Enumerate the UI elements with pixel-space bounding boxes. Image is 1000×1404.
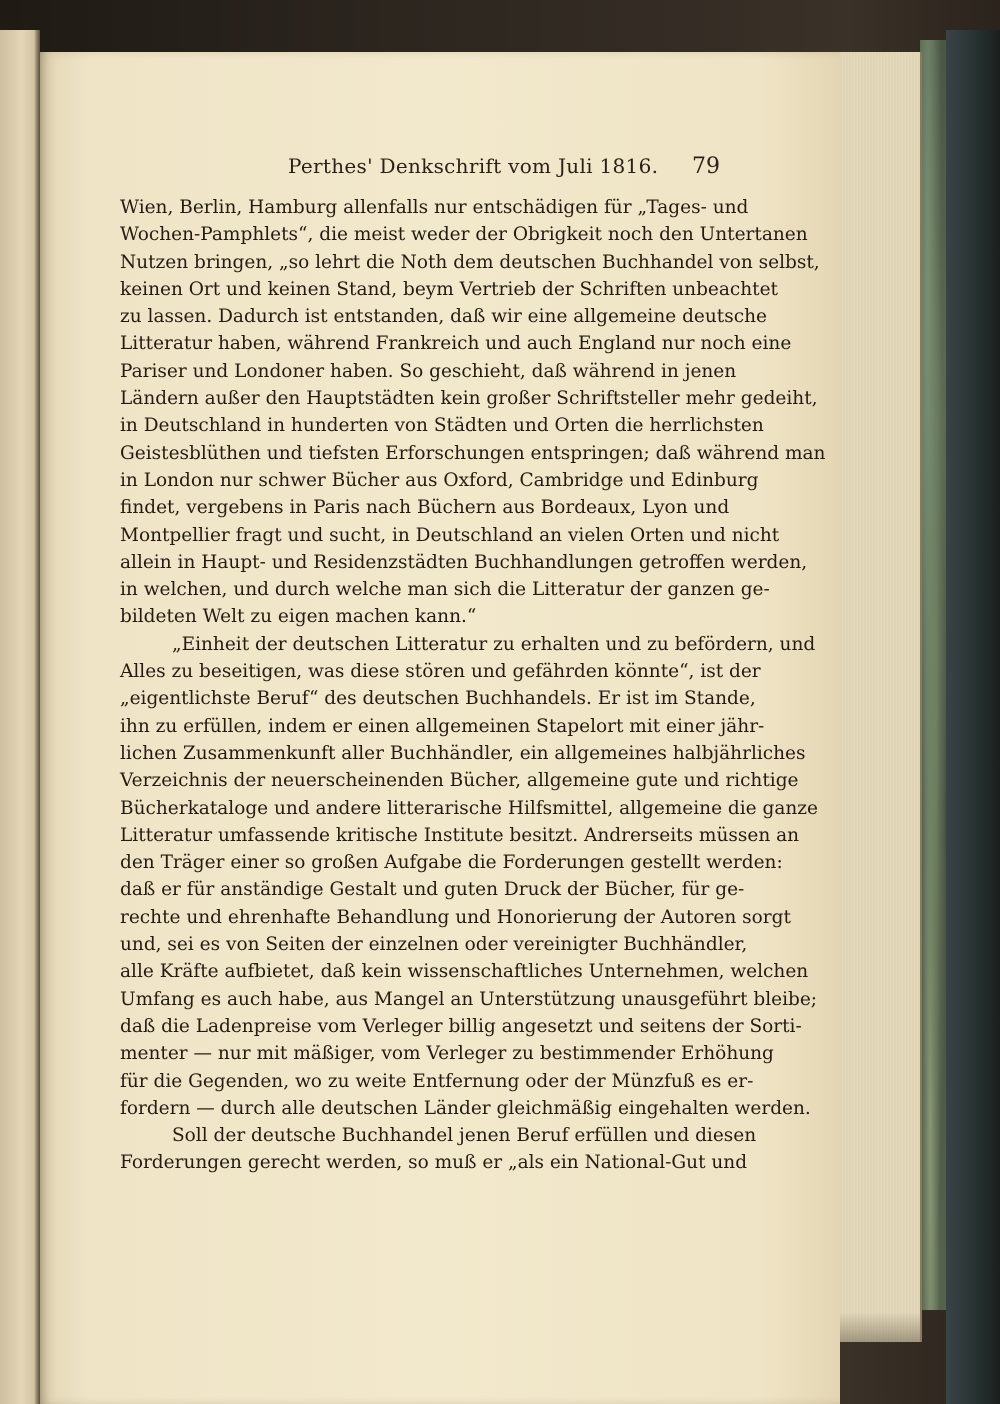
text-line: und, sei es von Seiten der einzelnen oder vereinigter Buchhändler, [120, 934, 748, 956]
text-line: allein in Haupt- und Residenzstädten Buchhandlungen getroffen werden, [120, 551, 808, 573]
text-line: Wien, Berlin, Hamburg allenfalls nur entschädigen für „Tages- und [120, 197, 749, 218]
left-page-edge [0, 30, 40, 1404]
body-text [120, 194, 826, 1177]
text-line: Wochen-Pamphlets“, die meist weder der Obrigkeit noch den Untertanen [120, 224, 808, 246]
text-line: Litteratur umfassende kritische Institute besitzt. Andrerseits müssen an [120, 824, 800, 846]
text-line: lichen Zusammenkunft aller Buchhändler, ein allgemeines halbjährliches [120, 742, 806, 764]
text-line: Pariser und Londoner haben. So geschieht, daß während in jenen [120, 360, 737, 382]
book-binding [946, 30, 1000, 1404]
marbled-edge [920, 40, 946, 1310]
text-line: fordern — durch alle deutschen Länder gleichmäßig eingehalten werden. [120, 1097, 811, 1119]
text-line: den Träger einer so großen Aufgabe die Forderungen gestellt werden: [120, 852, 783, 874]
text-line: Montpellier fragt und sucht, in Deutschland an vielen Orten und nicht [120, 524, 780, 546]
text-line: alle Kräfte aufbietet, daß kein wissenschaftliches Unternehmen, welchen [120, 961, 809, 983]
text-line: menter — nur mit mäßiger, vom Verleger zu bestimmender Erhöhung [120, 1043, 774, 1065]
page-header [110, 148, 720, 188]
text-line: rechte und ehrenhafte Behandlung und Honorierung der Autoren sorgt [120, 906, 791, 928]
page-stack-edge [838, 52, 922, 1342]
text-line: Ländern außer den Hauptstädten kein großer Schriftsteller mehr gedeiht, [120, 388, 818, 410]
text-line: Umfang es auch habe, aus Mangel an Unterstützung unausgeführt bleibe; [120, 988, 818, 1010]
text-line: Nutzen bringen, „so lehrt die Noth dem deutschen Buchhandel von selbst, [120, 251, 820, 273]
text-line: „eigentlichste Beruf“ des deutschen Buchhandels. Er ist im Stande, [120, 688, 756, 710]
text-line: ihn zu erfüllen, indem er einen allgemeinen Stapelort mit einer jähr- [120, 715, 765, 737]
page-number: 79 [692, 154, 720, 179]
running-head: Perthes' Denkschrift vom Juli 1816. [288, 154, 659, 178]
text-line: „Einheit der deutschen Litteratur zu erhalten und zu befördern, und [172, 633, 816, 655]
text-line: daß er für anständige Gestalt und guten Druck der Bücher, für ge- [120, 879, 745, 901]
text-line: Soll der deutsche Buchhandel jenen Beruf erfüllen und diesen [172, 1125, 757, 1147]
text-line: bildeten Welt zu eigen machen kann.“ [120, 606, 477, 628]
text-line: Verzeichnis der neuerscheinenden Bücher, allgemeine gute und richtige [120, 770, 799, 792]
text-line: für die Gegenden, wo zu weite Entfernung oder der Münzfuß es er- [120, 1070, 754, 1092]
text-line: keinen Ort und keinen Stand, beym Vertrieb der Schriften unbeachtet [120, 278, 778, 300]
text-line: Geistesblüthen und tiefsten Erforschungen entspringen; daß während man [120, 442, 826, 464]
text-line: Alles zu beseitigen, was diese stören und gefährden könnte“, ist der [120, 661, 761, 683]
text-line: zu lassen. Dadurch ist entstanden, daß wir eine allgemeine deutsche [120, 306, 767, 328]
text-line: in Deutschland in hunderten von Städten und Orten die herrlichsten [120, 415, 764, 437]
text-line: in London nur schwer Bücher aus Oxford, Cambridge und Edinburg [120, 469, 759, 491]
text-line: in welchen, und durch welche man sich die Litteratur der ganzen ge- [120, 579, 770, 601]
text-line: daß die Ladenpreise vom Verleger billig angesetzt und seitens der Sorti- [120, 1015, 802, 1037]
text-line: findet, vergebens in Paris nach Büchern aus Bordeaux, Lyon und [120, 497, 730, 519]
text-line: Litteratur haben, während Frankreich und auch England nur noch eine [120, 333, 792, 355]
text-line: Forderungen gerecht werden, so muß er „als ein National-Gut und [120, 1152, 748, 1174]
text-line: Bücherkataloge und andere litterarische Hilfsmittel, allgemeine die ganze [120, 797, 818, 819]
